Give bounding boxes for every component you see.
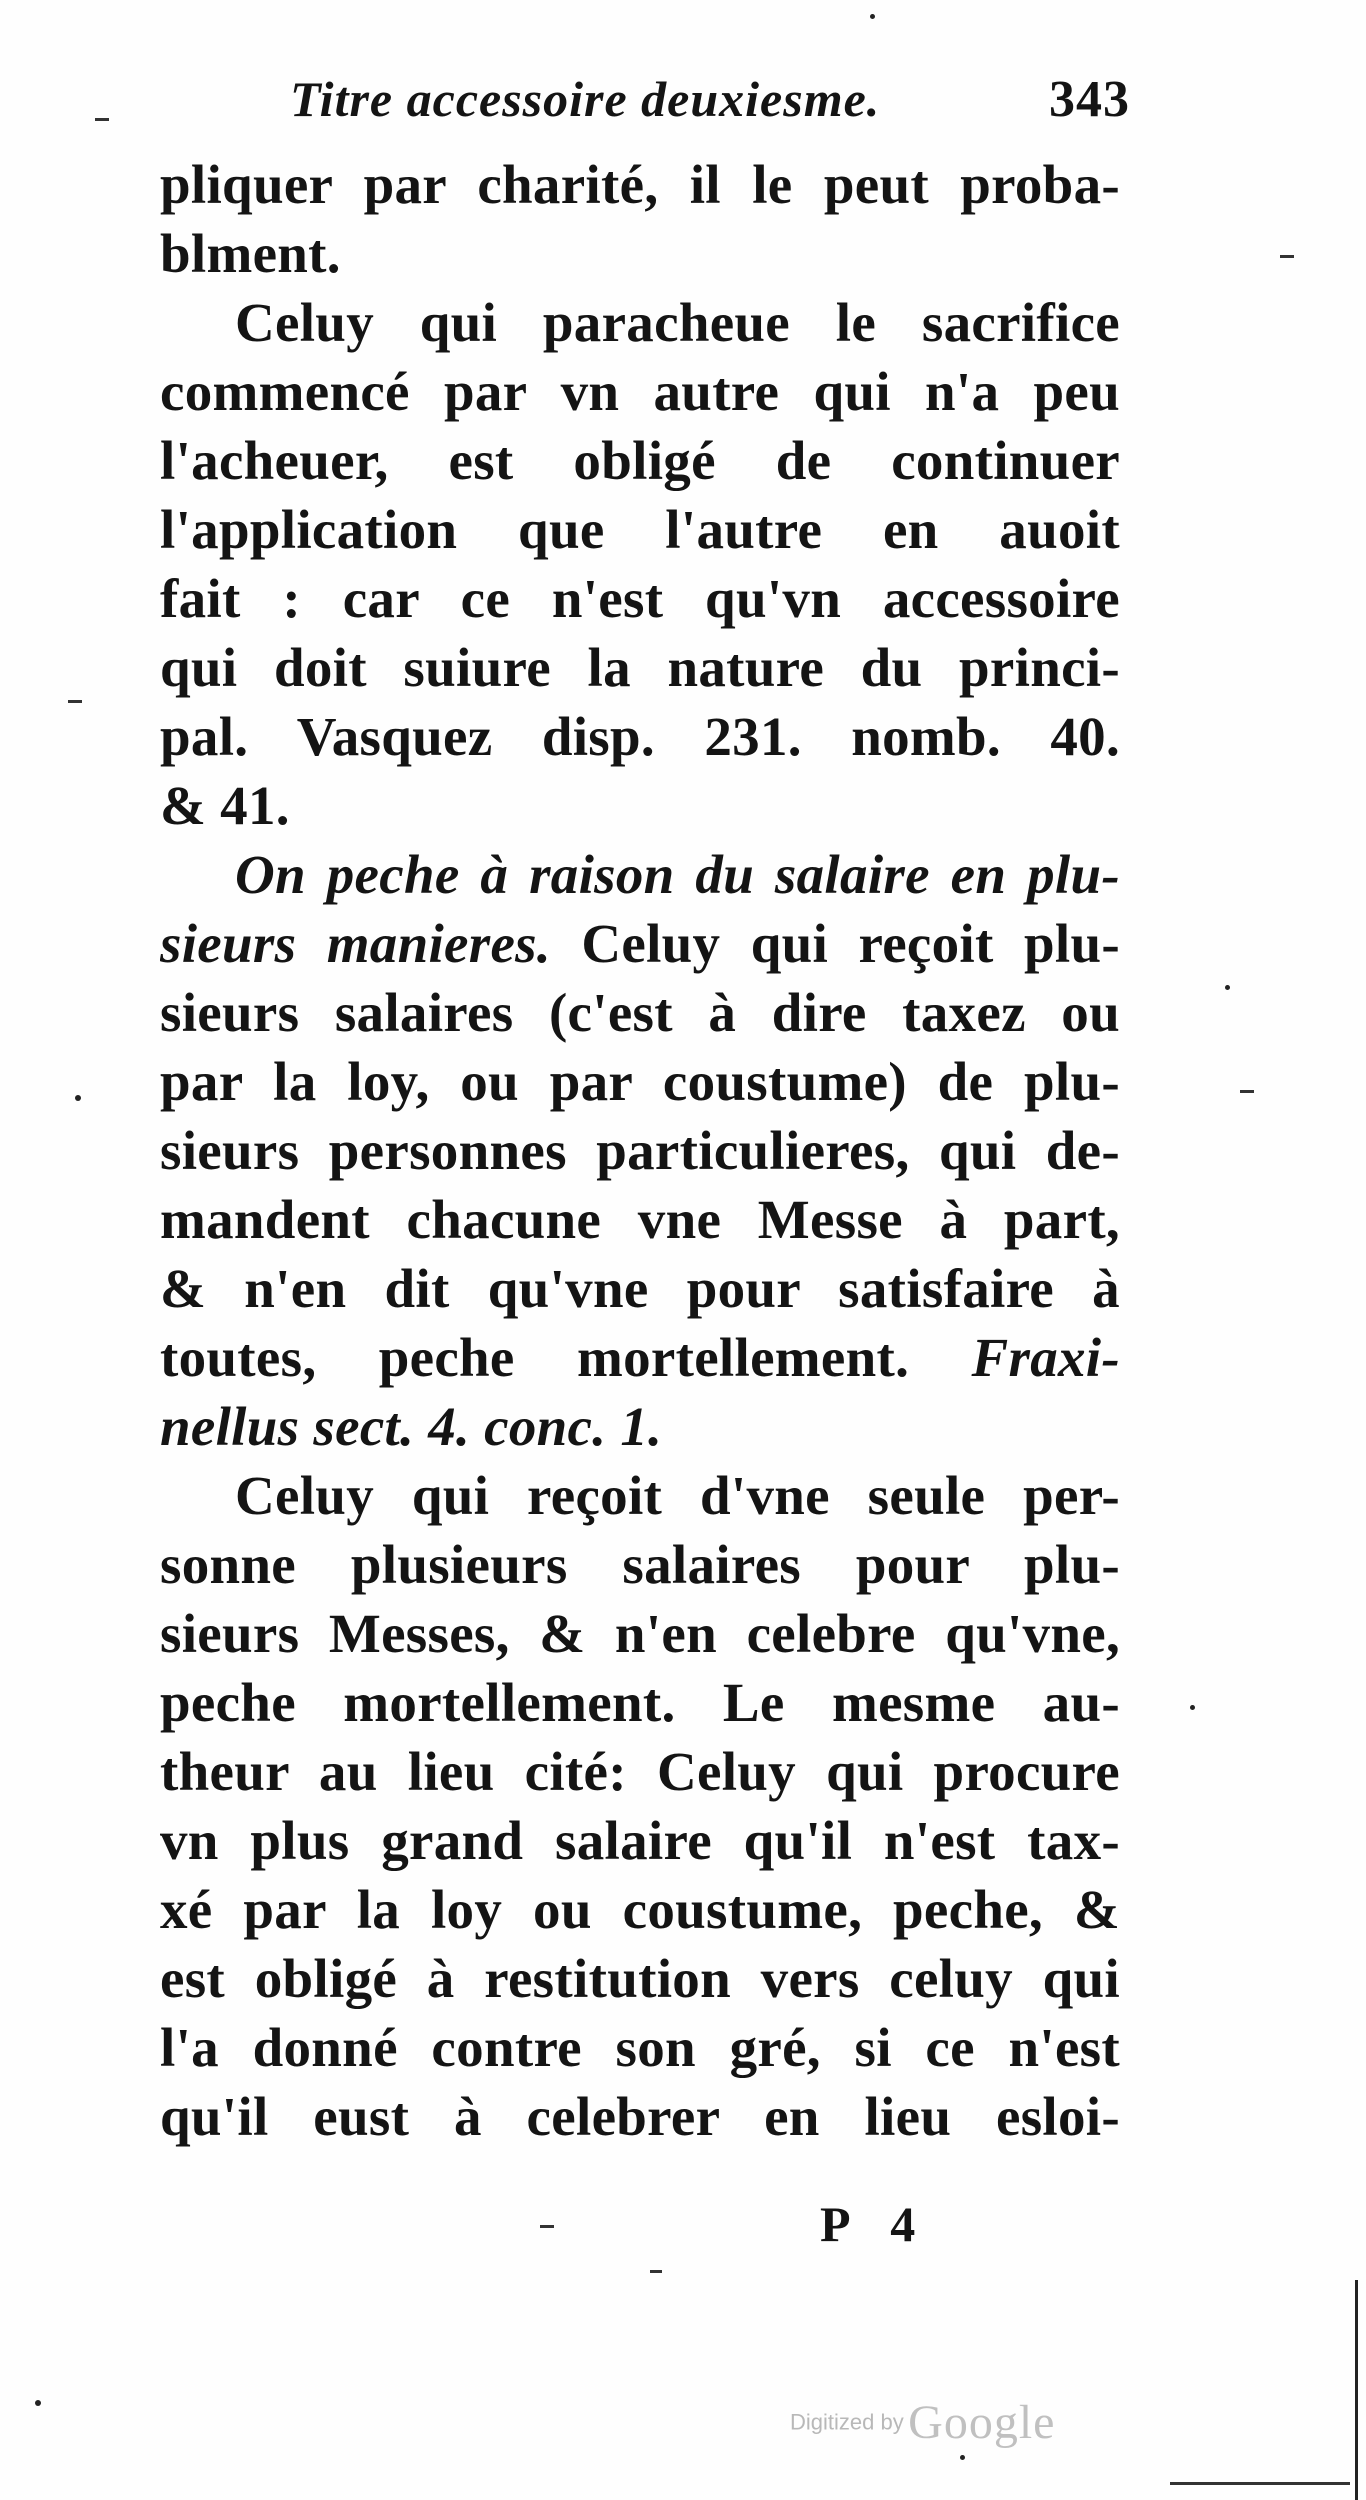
body-line-13: sieurs salaires (c'est à dire taxez ou — [160, 982, 1120, 1043]
page-number: 343 — [1049, 71, 1130, 128]
body-line-24: theur au lieu cité: Celuy qui procure — [160, 1741, 1120, 1802]
body-line-16: mandent chacune vne Messe à part, — [160, 1189, 1120, 1250]
side-heading-line-1: On peche à raison du salaire en plu- — [235, 844, 1120, 905]
scan-speck — [35, 2400, 41, 2406]
body-line-28: l'a donné contre son gré, si ce n'est — [160, 2017, 1120, 2078]
body-line-14: par la loy, ou par coustume) de plu- — [160, 1051, 1120, 1112]
body-line-21: sonne plusieurs salaires pour plu- — [160, 1534, 1120, 1595]
body-line-3: Celuy qui paracheue le sacrifice — [235, 292, 1120, 353]
body-line-8: qui doit suiure la nature du princi- — [160, 637, 1120, 698]
body-line-6: l'application que l'autre en auoit — [160, 499, 1120, 560]
citation-line: nellus sect. 4. conc. 1. — [160, 1396, 663, 1457]
citation-author-start: Fraxi- — [971, 1327, 1120, 1388]
body-line-23: peche mortellement. Le mesme au- — [160, 1672, 1120, 1733]
scan-speck — [1190, 1705, 1195, 1710]
running-title: Titre accessoire deuxiesme. — [290, 71, 881, 127]
body-line-15: sieurs personnes particulieres, qui de- — [160, 1120, 1120, 1181]
body-line-18 — [160, 1323, 1120, 1392]
body-line-20: Celuy qui reçoit d'vne seule per- — [235, 1465, 1120, 1526]
side-heading-emphasis: sieurs manieres. — [160, 913, 551, 974]
digitized-watermark — [790, 2395, 1055, 2450]
body-line-1: pliquer par charité, il le peut proba- — [160, 154, 1120, 215]
body-line-27: est obligé à restitution vers celuy qui — [160, 1948, 1120, 2009]
google-logo: Google — [908, 2396, 1056, 2449]
scan-speck — [960, 2455, 965, 2460]
body-line-10: & 41. — [160, 775, 290, 836]
scan-mark — [540, 2225, 554, 2228]
body-line-2: blment. — [160, 223, 341, 284]
body-text — [160, 150, 1120, 2151]
body-line-29: qu'il eust à celebrer en lieu esloi- — [160, 2086, 1120, 2147]
scan-speck — [1225, 985, 1230, 990]
body-line-17: & n'en dit qu'vne pour satisfaire à — [160, 1258, 1120, 1319]
scan-mark — [95, 118, 109, 121]
page-edge-shadow — [1355, 2280, 1358, 2500]
body-line-22: sieurs Messes, & n'en celebre qu'vne, — [160, 1603, 1120, 1664]
body-line-4: commencé par vn autre qui n'a peu — [160, 361, 1120, 422]
body-line-9: pal. Vasquez disp. 231. nomb. 40. — [160, 706, 1120, 767]
side-heading-line-2 — [160, 909, 1120, 978]
scan-mark — [650, 2270, 662, 2273]
watermark-prefix: Digitized by — [790, 2409, 904, 2435]
scan-mark — [1280, 255, 1294, 258]
body-line-7: fait : car ce n'est qu'vn accessoire — [160, 568, 1120, 629]
side-heading-continuation: Celuy qui reçoit plu- — [550, 913, 1120, 974]
scan-speck — [870, 14, 875, 19]
body-line-25: vn plus grand salaire qu'il n'est tax- — [160, 1810, 1120, 1871]
running-head — [290, 70, 1130, 150]
scan-mark — [1240, 1090, 1254, 1093]
catchword-signature: P 4 — [820, 2196, 916, 2252]
body-line-5: l'acheuer, est obligé de continuer — [160, 430, 1120, 491]
bottom-edge-rule — [1170, 2482, 1350, 2485]
line-before-citation: toutes, peche mortellement. — [160, 1327, 972, 1388]
body-line-26: xé par la loy ou coustume, peche, & — [160, 1879, 1120, 1940]
scan-mark — [68, 700, 82, 703]
scan-speck — [75, 1095, 81, 1101]
